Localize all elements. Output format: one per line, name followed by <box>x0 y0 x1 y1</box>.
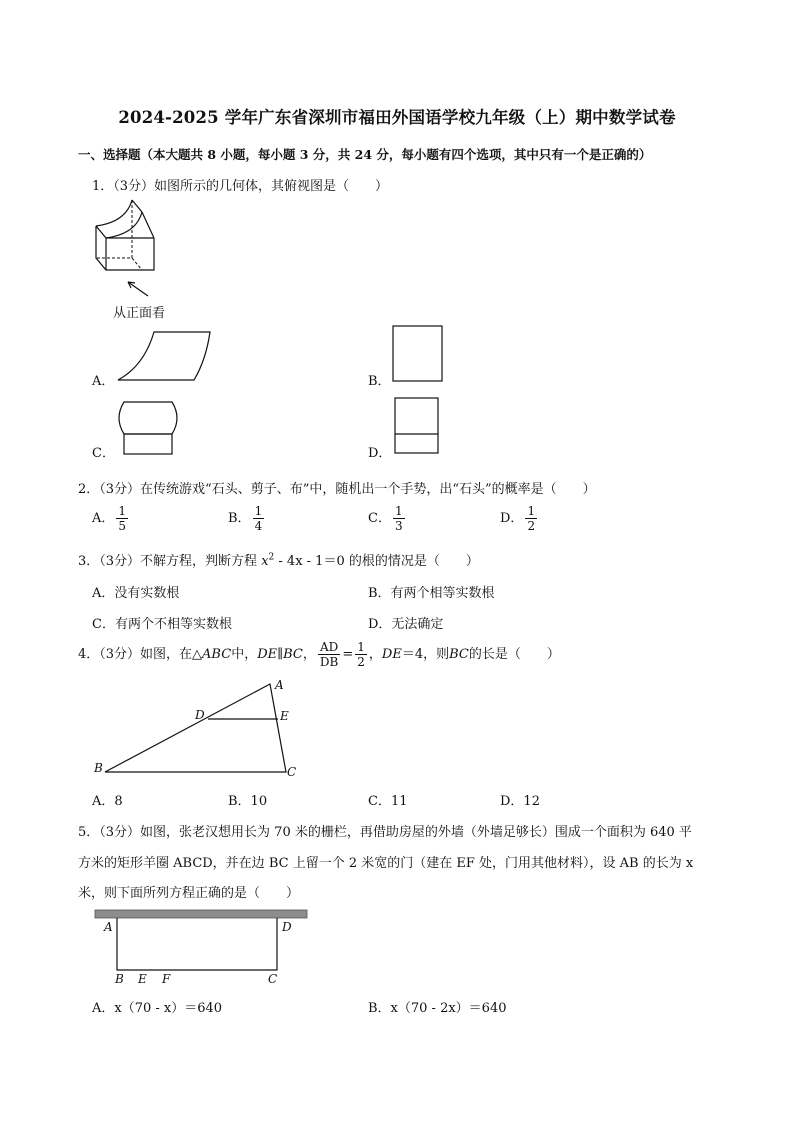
q2-option-b-label: B． <box>228 511 251 526</box>
q1-option-b-label[interactable]: B． <box>368 374 391 389</box>
question-3-stem: 3．（3分）不解方程，判断方程 $x^2 - 4x - 1=0$ 的根的情况是（ ） <box>78 552 479 569</box>
q2-option-a-label: A． <box>92 511 115 526</box>
q1-option-d-label[interactable]: D． <box>368 446 392 461</box>
question-5-line-1: 5．（3分）如图，张老汉想用长为 70 米的栅栏，再借助房屋的外墙（外墙足够长）围成一个面积为 640 平 <box>78 825 692 840</box>
q3-option-a[interactable]: A．没有实数根 <box>92 586 180 601</box>
q5-point-f: F <box>162 972 171 986</box>
q4-point-d: D <box>195 708 205 722</box>
figure-caption: 从正面看 <box>113 306 166 321</box>
q1-option-d-shape <box>394 397 440 455</box>
q4-option-d[interactable]: D．12 <box>500 794 540 809</box>
question-5-line-2: 方米的矩形羊圈 ABCD，并在边 BC 上留一个 2 米宽的门（建在 EF 处，门用其他材料），设 AB 的长为 x <box>78 856 694 871</box>
q5-point-e: E <box>138 972 147 986</box>
q2-option-d[interactable] <box>500 504 539 533</box>
q5-point-b: B <box>115 972 124 986</box>
question-2-stem: 2．（3分）在传统游戏“石头、剪子、布”中，随机出一个手势，出“石头”的概率是（ ） <box>78 482 596 497</box>
q1-solid-figure <box>92 198 172 308</box>
q1-option-c-label[interactable]: C． <box>92 446 115 461</box>
q4-point-e: E <box>280 709 289 723</box>
q1-option-c-shape <box>116 400 180 456</box>
q2-option-c[interactable] <box>368 504 407 533</box>
question-4-stem: 4．（3分）如图，在△ABC中，DE∥BC， $\frac{AD}{DB}$ = $\frac{1}{2}$ ，DE＝4，则BC的长是（ ） <box>78 640 560 669</box>
q5-point-d: D <box>282 920 292 934</box>
q5-pen-figure <box>95 908 310 973</box>
q3-option-b[interactable]: B．有两个相等实数根 <box>368 586 495 601</box>
q4-triangle-figure <box>90 676 320 786</box>
question-5-line-3: 米，则下面所列方程正确的是（ ） <box>78 886 300 901</box>
q2-option-a[interactable] <box>92 504 130 533</box>
q4-point-a: A <box>275 678 284 692</box>
q2-option-a-fraction: $\frac{1}{5}$ <box>118 504 127 533</box>
q2-option-c-fraction: $\frac{1}{3}$ <box>394 504 403 533</box>
q2-option-c-label: C． <box>368 511 391 526</box>
question-1-stem: 1．（3分）如图所示的几何体，其俯视图是（ ） <box>92 179 389 194</box>
q1-option-a-shape <box>114 330 214 382</box>
q4-point-c: C <box>287 765 297 779</box>
q4-point-b: B <box>94 761 103 775</box>
q2-option-b[interactable] <box>228 504 266 533</box>
q3-option-c[interactable]: C．有两个不相等实数根 <box>92 617 232 632</box>
q5-option-b[interactable]: B．x（70 - 2x）＝640 <box>368 1001 507 1016</box>
q2-option-b-fraction: $\frac{1}{4}$ <box>254 504 263 533</box>
page-title: 2024-2025 学年广东省深圳市福田外国语学校九年级（上）期中数学试卷 <box>118 108 676 127</box>
q2-option-d-label: D． <box>500 511 524 526</box>
q1-option-a-label[interactable]: A． <box>92 374 115 389</box>
q5-option-a[interactable]: A．x（70 - x）＝640 <box>92 1001 223 1016</box>
q4-option-a[interactable]: A．8 <box>92 794 123 809</box>
q4-option-b[interactable]: B．10 <box>228 794 268 809</box>
q3-option-d[interactable]: D．无法确定 <box>368 617 444 632</box>
q1-option-b-shape <box>392 325 444 383</box>
q2-option-d-fraction: $\frac{1}{2}$ <box>527 504 536 533</box>
section-heading: 一、选择题（本大题共 8 小题，每小题 3 分，共 24 分，每小题有四个选项，其中只有一个是正确的） <box>78 147 652 162</box>
q4-option-c[interactable]: C．11 <box>368 794 408 809</box>
q5-point-c: C <box>268 972 278 986</box>
q5-point-a: A <box>104 920 113 934</box>
